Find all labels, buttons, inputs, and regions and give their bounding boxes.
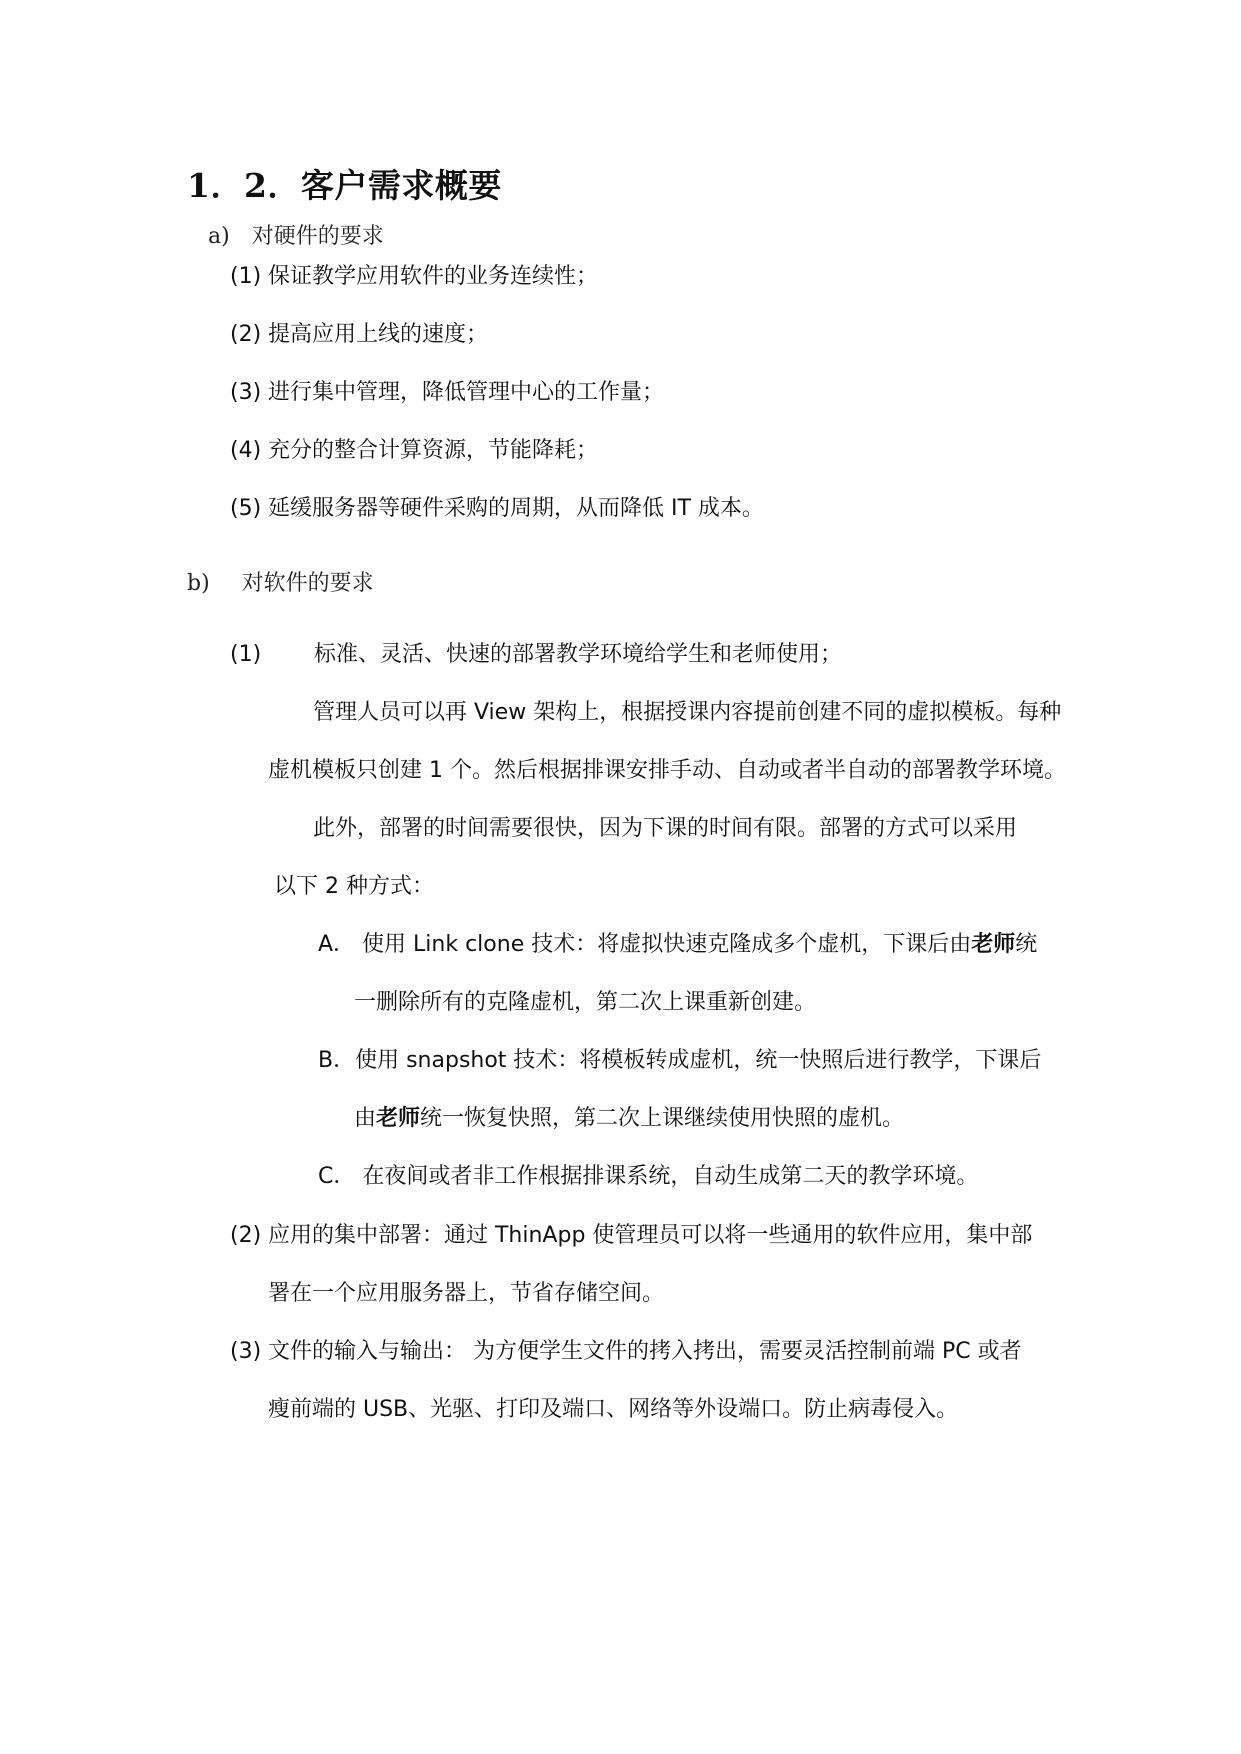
list-item [230, 436, 598, 466]
list-item-number: (2) [230, 322, 262, 347]
section-a-title: 对硬件的要求 [251, 224, 384, 249]
option-a-continuation: 一删除所有的克隆虚机，第二次上课重新创建。 [354, 990, 817, 1015]
list-item-number: (2) [230, 1223, 262, 1248]
option-a-bold-text: 老师 [971, 932, 1016, 957]
option-c-line: C． 在夜间或者非工作根据排课系统，自动生成第二天的教学环境。 [318, 1164, 979, 1189]
list-item [230, 378, 664, 408]
section-b-marker: b) [187, 571, 210, 596]
list-item-number: (4) [230, 438, 262, 463]
section-b-header [187, 566, 374, 597]
option-b-continuation [354, 1104, 904, 1134]
list-item-number: (3) [230, 380, 262, 405]
list-item-text: 进行集中管理，降低管理中心的工作量； [268, 380, 665, 405]
option-a-line [318, 930, 1037, 960]
section-a-header [208, 219, 384, 250]
section-b-title: 对软件的要求 [241, 571, 374, 596]
option-b-line: B．使用 snapshot 技术：将模板转成虚机，统一快照后进行教学，下课后 [318, 1048, 1042, 1073]
option-b-text-start: 由 [354, 1106, 377, 1131]
list-item-text: 充分的整合计算资源，节能降耗； [268, 438, 599, 463]
list-item [230, 1337, 1022, 1367]
paragraph-line: 虚机模板只创建 1 个。然后根据排课安排手动、自动或者半自动的部署教学环境。 [268, 758, 1066, 783]
paragraph-line: 以下 2 种方式： [274, 874, 434, 899]
list-item-continuation: 瘦前端的 USB、光驱、打印及端口、网络等外设端口。防止病毒侵入。 [268, 1397, 959, 1422]
list-item [230, 494, 764, 524]
list-item-number: (1) [230, 642, 262, 667]
list-item-text: 提高应用上线的速度； [268, 322, 489, 347]
paragraph-line: 此外，部署的时间需要很快，因为下课的时间有限。部署的方式可以采用 [313, 816, 1018, 841]
option-b-bold-text: 老师 [376, 1106, 421, 1131]
list-item-number: (3) [230, 1339, 262, 1364]
list-item-text: 文件的输入与输出： 为方便学生文件的拷入拷出，需要灵活控制前端 PC 或者 [268, 1339, 1022, 1364]
list-item-number: (5) [230, 496, 262, 521]
section-a-marker: a) [208, 224, 230, 249]
list-item-continuation: 署在一个应用服务器上，节省存储空间。 [268, 1281, 665, 1306]
list-item-text: 标准、灵活、快速的部署教学环境给学生和老师使用； [314, 642, 843, 667]
list-item [230, 640, 842, 670]
list-item-number: (1) [230, 264, 262, 289]
option-a-text: A． 使用 Link clone 技术：将虚拟快速克隆成多个虚机，下课后由 [318, 932, 972, 957]
paragraph-line: 管理人员可以再 View 架构上，根据授课内容提前创建不同的虚拟模板。每种 [313, 700, 1062, 725]
list-item-text: 延缓服务器等硬件采购的周期，从而降低 IT 成本。 [268, 496, 764, 521]
list-item [230, 262, 598, 292]
option-a-text-end: 统 [1015, 932, 1038, 957]
list-item [230, 1221, 1032, 1251]
list-item-text: 保证教学应用软件的业务连续性； [268, 264, 599, 289]
option-b-text: 统一恢复快照，第二次上课继续使用快照的虚机。 [420, 1106, 905, 1131]
list-item [230, 320, 488, 350]
list-item-text: 应用的集中部署：通过 ThinApp 使管理员可以将一些通用的软件应用，集中部 [268, 1223, 1033, 1248]
section-heading: 1．2．客户需求概要 [187, 166, 502, 205]
